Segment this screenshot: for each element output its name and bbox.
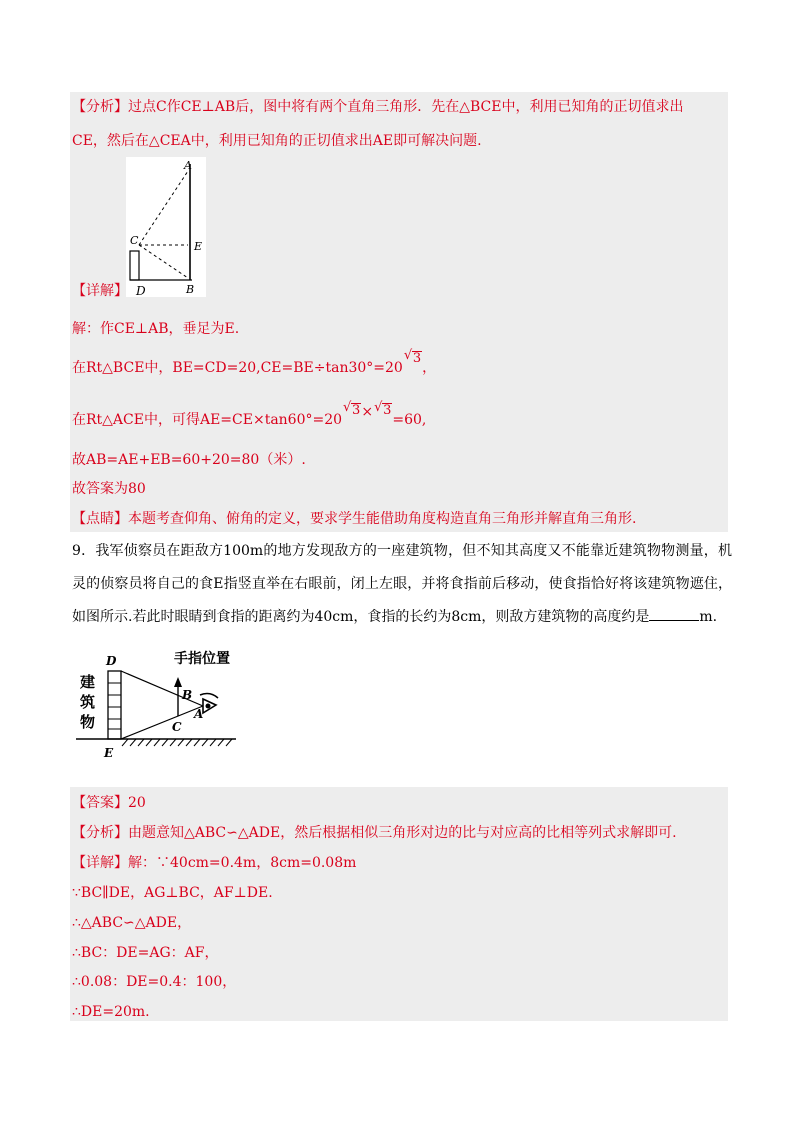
sqrt-3: √ 3 <box>403 348 422 366</box>
solution-text-4: 故AB=AE+EB=60+20=80（米）. <box>72 452 306 468</box>
label-e: E <box>104 746 114 760</box>
detail-text-5: ∴0.08：DE=0.4：100， <box>72 974 237 990</box>
detail-text-1: 解：∵40cm=0.4m，8cm=0.08m <box>128 855 357 871</box>
label-b: B <box>182 688 193 702</box>
detail-text-6: ∴DE=20m. <box>72 1004 150 1020</box>
figure-2-diagram <box>76 643 241 768</box>
detail-line-4 <box>72 943 218 963</box>
analysis-line-q9 <box>72 823 677 843</box>
label-c: C <box>130 234 139 247</box>
analysis-text-q9: 由题意知△ABC∽△ADE，然后根据相似三角形对边的比与对应高的比相等列式求解即可. <box>128 825 677 841</box>
comment-line <box>72 509 636 529</box>
detail-line-2 <box>72 883 273 903</box>
analysis-text-1: 过点C作CE⊥AB后，图中将有两个直角三角形．先在△BCE中，利用已知角的正切值求出 <box>128 99 684 115</box>
answer-tag: 【答案】 <box>72 795 128 811</box>
building-char-3: 物 <box>80 713 96 731</box>
building-char-1: 建 <box>80 673 96 691</box>
answer-line-2 <box>72 793 146 813</box>
sqrt-3: √ 3 <box>343 400 361 418</box>
detail-tag: 【详解】 <box>72 855 128 871</box>
analysis-tag: 【分析】 <box>72 825 128 841</box>
solution-text-3: 在Rt△ACE中，可得AE=CE×tan60°=20 <box>72 412 343 428</box>
detail-line-6 <box>72 1002 150 1022</box>
figure-1-diagram <box>126 157 206 297</box>
detail-tag-line <box>72 281 146 301</box>
analysis-line-2 <box>72 131 482 151</box>
analysis-tag: 【分析】 <box>72 99 128 115</box>
label-b: B <box>186 283 195 296</box>
figure-title: 手指位置 <box>174 651 230 667</box>
solution-text-2-end: ， <box>422 360 437 376</box>
answer-line <box>72 479 146 499</box>
detail-text-2: ∵BC∥DE，AG⊥BC，AF⊥DE. <box>72 885 273 901</box>
detail-text-3: ∴△ABC∽△ADE， <box>72 915 192 931</box>
solution-line-4 <box>72 450 306 470</box>
comment-tag: 【点睛】 <box>72 511 128 527</box>
building-char-2: 筑 <box>80 693 96 711</box>
label-d: D <box>136 284 146 298</box>
answer-blank[interactable] <box>649 606 699 621</box>
question-9-text: 9．我军侦察员在距敌方100m的地方发现敌方的一座建筑物，但不知其高度又不能靠近建筑物物测量，机灵的侦察员将自己的食E指竖直举在右眼前，闭上左眼，并将食指前后移动，使食指恰好将该建筑物遮住，如图所示.若此时眼睛到食指的距离约为40cm，食指的长约为8cm，则敌方建筑物的高度约是 <box>72 543 732 625</box>
detail-line-3 <box>72 913 191 933</box>
label-a: A <box>194 707 204 721</box>
solution-line-3 <box>72 400 427 430</box>
label-c: C <box>172 720 182 734</box>
answer-text: 故答案为80 <box>72 481 146 497</box>
times-sign: × <box>361 404 374 420</box>
solution-text-1: 解：作CE⊥AB，垂足为E. <box>72 321 240 337</box>
label-e: E <box>194 240 203 253</box>
label-a: A <box>184 159 192 172</box>
question-9 <box>72 535 732 634</box>
solution-line-2 <box>72 348 437 378</box>
detail-line-1 <box>72 853 356 873</box>
solution-text-2: 在Rt△BCE中，BE=CD=20,CE=BE÷tan30°=20 <box>72 360 403 376</box>
analysis-line-1 <box>72 97 683 117</box>
solution-line-1 <box>72 319 239 339</box>
solution-text-3-end: =60, <box>392 412 427 428</box>
detail-text-4: ∴BC：DE=AG：AF， <box>72 945 219 961</box>
detail-line-5 <box>72 972 236 992</box>
analysis-text-2: CE，然后在△CEA中，利用已知角的正切值求出AE即可解决问题. <box>72 133 482 149</box>
comment-text: 本题考查仰角、俯角的定义，要求学生能借助角度构造直角三角形并解直角三角形. <box>128 511 637 527</box>
question-9-unit: m. <box>699 609 718 625</box>
detail-tag: 【详解】 <box>72 283 128 299</box>
answer-value: 20 <box>128 795 146 811</box>
label-d: D <box>106 654 117 668</box>
sqrt-3: √ 3 <box>374 400 392 418</box>
